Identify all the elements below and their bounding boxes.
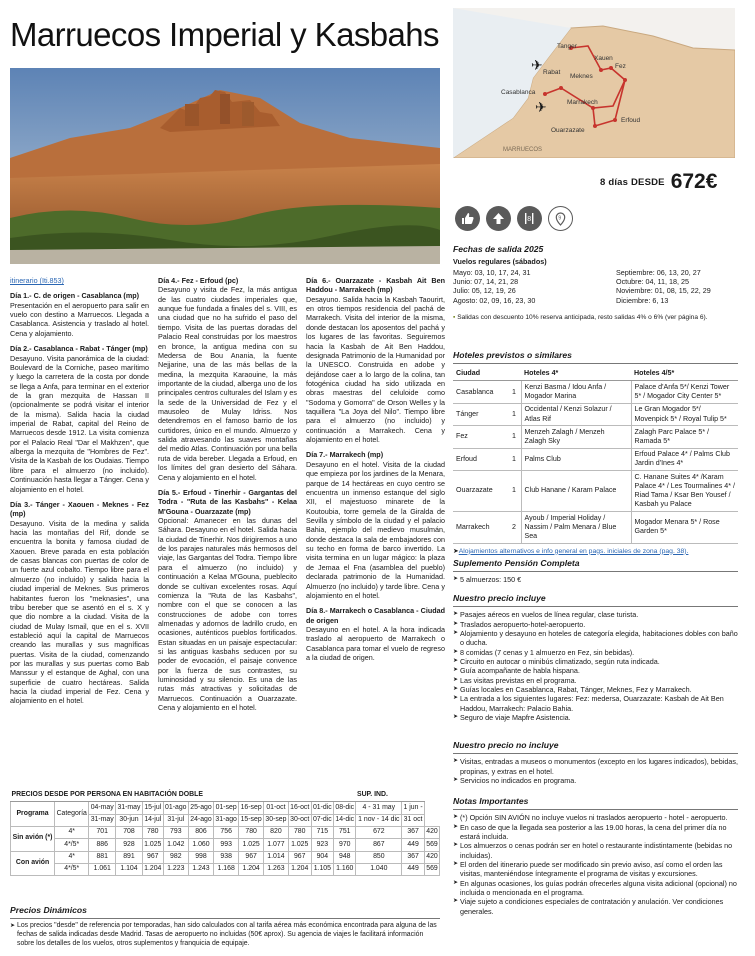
list-item: ➤ Pasajes aéreos en vuelos de línea regular, clase turista. [453, 610, 738, 619]
day-5: Día 5.- Erfoud - Tinerhir - Gargantas del Todra - "Ruta de las Kasbahs" - Kelaa M'Gouna - Ouarzazate (mp) Opcional: Amanecer en las dunas del Sáhara. Desayuno en el hotel. Salida hacia la ciudad de Tinerhir. Nos dirigiremos a uno de los parajes naturales más hermosos del viaje, las Gargantas del Todra. Tiempo libre para el almuerzo (no incluido) y continuación a Kelaa M'Gouna, pueblecito donde se cultivan excelentes rosas. Aquí comienza la "Ruta de las Kasbahs", nombre con el que se conocen a las construcciones de adobe con torres almenadas y adornos de ladrillo crudo, en ocasiones, auténticos pueblos fortificados. Estan situadas en un paisaje espectacular: si las antiguas kasbahs seducen por su poder de evocación, el paisaje convence por la fuerza de sus contrastes, su luminosidad y su silencio. Es una de las rutas más atractivas y solicitadas de Marruecos. Continuación a Ouarzazate. Cena y alojamiento en el hotel. [158, 487, 297, 713]
list-item: ➤ Guía acompañante de habla hispana. [453, 666, 738, 675]
list-item: ➤ Alojamiento y desayuno en hoteles de categoría elegida, habitaciones dobles con baño o ducha. [453, 629, 738, 648]
table-row: Erfoud 1 Palms Club Erfoud Palace 4* / Palms Club Jardin d'Ines 4* [453, 448, 738, 470]
list-item: ➤ Los almuerzos o cenas podrán ser en hotel o restaurante indistintamente (bebidas no incluidas). [453, 841, 738, 860]
table-row: Ouarzazate 1 Club Hanane / Karam Palace C. Hanane Suites 4* /Karam Palace 4* / Les Tourmalines 4* / Riad Tama / Ksar Ben Yousef / Kasbah yu Palace [453, 471, 738, 512]
list-item: ➤ En algunas ocasiones, los guías podrán ofrecerles alguna visita adicional (opcional) no incluida o mencionada en el programa. [453, 879, 738, 898]
day-3: Día 3.- Tánger - Xaouen - Meknes - Fez (mp) Desayuno. Visita de la medina y salida hacia las montañas del Rif, donde se encuentra la bonita y famosa ciudad de Xaouen. Breve parada en esta población de casas blancas con puertas de color de un fuerte azul cobalto. Tiempo libre para el almuerzo (no incluido) y salida hacia la ciudad imperial de Meknes. Sus primeros habitantes fueron los "meknasies", una tribu bereber que se asentó en el s. X y que dio nombre a la ciudad. Visita de la ciudad de Mulay Ismail, que en el s. XVII estableció aquí la capital de Marruecos creando las murallas y sus magníficas puertas. Visita de la ciudad, comenzando por las murallas y sus puertas como Bab Manssur y el estanque de Aghal, con una superficie de cuatro hectáreas. Salida hacia la ciudad imperial de Fez. Cena y alojamiento en el hotel. [10, 499, 149, 706]
supplement-title: Suplemento Pensión Completa [453, 558, 580, 568]
svg-text:✈: ✈ [531, 57, 543, 73]
list-item: ➤ Guías locales en Casablanca, Rabat, Tánger, Meknes, Fez y Marrakech. [453, 685, 738, 694]
map-city-tanger: Tanger [557, 43, 577, 50]
price-from [600, 168, 717, 195]
hotels-section [453, 350, 738, 557]
table-row: 4*/5* 1.061 1.104 1.204 1.223 1.243 1.168 1.204 1.263 1.204 1.105 1.160 1.040 449 569 [11, 864, 440, 876]
day-8: Día 8.- Marrakech o Casablanca - Ciudad de origen Desayuno en el hotel. A la hora indicada traslado al aeropuerto de Marrakech o Casablanca para tomar el vuelo de regreso a la ciudad de origen. [306, 606, 445, 663]
hotels-title: Hoteles previstos o similares [453, 350, 572, 360]
day-6: Día 6.- Ouarzazate - Kasbah Ait Ben Haddou - Marrakech (mp) Desayuno. Salida hacia la Kasbah Taourirt, en otros tiempos residencia del pachá de Marrakech. Visita del interior de la misma, donde destacan los aposentos del pachá y los lugares de las favoritas. Seguiremos hacia la Kasbah de Ait Ben Haddou, designada Patrimonio de la Humanidad por la UNESCO. Construida en adobe y dejándose caer a lo largo de la colina, tan fotogénica ciudad ha sido utilizada en obras maestras del celuloide como "Sodoma y Gomorra" de Orson Welles y la taquillera "La Joya del Nilo". Tiempo libre para el almuerzo (no incluido) y continuación a Marrakech. Cena y alojamiento en el hotel. [306, 276, 445, 445]
feature-icons [455, 206, 573, 231]
map-city-ouarzazate: Ouarzazate [551, 127, 585, 134]
dynamic-prices-text: ➤ Los precios "desde" de referencia por temporadas, han sido calculados con al tarifa aérea más económica encontrada para alguna de las fechas de salida indicadas desde Madrid. Tasas de aeropuerto no incluidas (50€ aprox). Su agencia de viajes le facilitará información sobre los detalles de los vuelos, otros suplementos y franquicia de equipaje. [10, 922, 440, 949]
table-row: Casablanca 1 Kenzi Basma / Idou Anfa / Mogador Marina Palace d'Anfa 5*/ Kenzi Tower 5* / Mogador City Center 5* [453, 381, 738, 403]
departures-subtitle: Vuelos regulares (sábados) [453, 257, 547, 267]
day-2: Día 2.- Casablanca - Rabat - Tánger (mp) Desayuno. Visita panorámica de la ciudad: Boulevard de la Corniche, paseo marítimo y luego la carretera de la costa por donde se llega a Anfa, para terminar en el exterior de la gran mezquita de Hassan II (opcionalmente se podrá visitar el interior de la misma). Salida hacia la ciudad imperial de Rabat, capital del Reino de Marruecos desde 1912. La visita comienza por el Palacio Real "Dar el Makhzen", que alberga la mezquita de "Hombres de Fez". Visita de la Kasbah de los Oudaias. Tiempo libre para el almuerzo (no incluido). Continuación hasta llegar a Tánger. Cena y alojamiento en el hotel. [10, 344, 149, 494]
hotels-table: Ciudad Hoteles 4* Hoteles 4/5* Casablanca 1 Kenzi Basma / Idou Anfa / Mogador Marina Palace d'Anfa 5*/ Kenzi Tower 5* / Mogador City Center 5* Tánger 1 Occidental / Kenzi Solazur / Atlas Rif Le Gran Mogador 5*/ Movenpick 5* / Royal Tulip 5* Fez 1 Menzeh Zalagh / Menzeh Zalagh Sky Zalagh Parc Palace 5* / Ramada 5* Erfoud 1 Palms Club Erfoud Palace 4* / Palms Club Jardin d'Ines 4* Ouarzazate 1 Club Hanane / Karam Palace C. Hanane Suites 4* /Karam Palace 4* / Les Tourmalines 4* / Riad Tama / Ksar Ben Yousef / Kasbah yu Palace Marrakech 2 Ayoub / Imperial Holiday / Nassim / Palm Menara / Blue Sea Mogador Menara 5* / Rose Garden 5* [453, 367, 738, 544]
list-item: ➤ En caso de que la llegada sea posterior a las 19.00 horas, la cena del primer día no estará incluida. [453, 823, 738, 842]
price-label: 8 días DESDE [600, 177, 665, 188]
alt-accommodation-link[interactable]: Alojamientos alternativos e info general en pags. iniciales de zona (pag. 38). [458, 547, 689, 555]
itinerary-col-1 [10, 276, 149, 712]
supplement-section [453, 558, 738, 585]
notes-section [453, 796, 738, 916]
table-row: Sin avión (*) 4* 701 708 780 793 806 756 780 820 780 715 751 672 367 420 [11, 827, 440, 839]
list-item: ➤ El orden del itinerario puede ser modificado sin previo aviso, así como el orden las visitas, manteniéndose íntegramente el programa de visitas y excursiones. [453, 860, 738, 879]
price-value: 672€ [670, 170, 718, 193]
map-city-casablanca: Casablanca [501, 89, 536, 96]
table-row: 4*/5* 886 928 1.025 1.042 1.060 993 1.025 1.077 1.025 923 970 867 449 569 [11, 839, 440, 851]
list-item: ➤ Visitas, entradas a museos o monumentos (excepto en los lugares indicados), bebidas, propinas, y extras en el hotel. [453, 757, 738, 776]
list-item: ➤ Circuito en autocar o minibús climatizado, según ruta indicada. [453, 657, 738, 666]
list-item: ➤ Traslados aeropuerto-hotel-aeropuerto. [453, 620, 738, 629]
svg-text:8: 8 [526, 216, 531, 223]
list-item: ➤ Viaje sujeto a condiciones especiales de contratación y anulación. Ver condiciones generales. [453, 897, 738, 916]
price-table-title: PRECIOS DESDE POR PERSONA EN HABITACIÓN DOBLE [11, 790, 356, 802]
day-1: Día 1.- C. de origen - Casablanca (mp) Presentación en el aeropuerto para salir en vuelo con destino a Marruecos. Llegada a Casablanca. Asistencia y traslado al hotel. Cena y alojamiento. [10, 291, 149, 338]
svg-text:9: 9 [558, 215, 562, 221]
sup-ind-title: SUP. IND. [356, 790, 425, 802]
dynamic-prices-section [10, 905, 440, 949]
includes-title: Nuestro precio incluye [453, 593, 546, 603]
excludes-section [453, 740, 738, 785]
map-country-label: MARRUECOS [503, 147, 543, 153]
table-row: Tánger 1 Occidental / Kenzi Solazur / Atlas Rif Le Gran Mogador 5*/ Movenpick 5* / Royal Tulip 5* [453, 403, 738, 425]
map-city-xauen: Xauen [594, 55, 613, 62]
list-item: ➤ La entrada a los siguientes lugares: Fez: medersa, Ouarzazate: Kasbah de Ait Ben Haddou, Marrakech: Palacio Bahia. [453, 694, 738, 713]
list-item: ➤ (*) Opción SIN AVIÓN no incluye vuelos ni traslados aeropuerto - hotel - aeropuerto. [453, 813, 738, 822]
dynamic-prices-title: Precios Dinámicos [10, 905, 87, 915]
meals-icon [517, 206, 542, 231]
day-7: Día 7.- Marrakech (mp) Desayuno en el hotel. Visita de la ciudad que empieza por los jardines de la Menara, parque de 14 hectáreas en cuyo centro se encuentra un inmenso estanque del siglo XII, el majestuoso minarete de la Koutoubia, torre gemela de la Giralda de Sevilla y símbolo de la ciudad y el palacio Bahia, ejemplo del medievo musulmán, donde destaca la sala de embajadores con su techo en forma de barco invertido. La visita termina en un lugar mágico: la plaza de Jemaa el Fna (asamblea del pueblo) declarada patrimonio de la Humanidad. Almuerzo (no incluido) y tarde libre. Cena y alojamiento en el hotel. [306, 450, 445, 600]
departures-section [453, 244, 738, 323]
day-4: Día 4.- Fez - Erfoud (pc) Desayuno y visita de Fez, la más antigua de las cuatro ciudades imperiales que, aunque fue fundada a finales del s. VIII, es una ciudad que no ha sufrido el paso del tiempo. Visita de las puertas doradas del Palacio Real construidas por los maestros en bronce, la antigua medina con su Medersa de Bou Anania, la fuente Nejjarine, una de las más bellas de la medina, la mezquita Karaouine, la más importante de la ciudad, alberga uno de los principales centros culturales del Islam y es la sede de la Universidad de Fez y el mausoleo de Mulay Idriss. Nos detendremos en el famoso barrio de los curtidores, único en el mundo. Almuerzo y salida atravesando las suaves montañas del medio Atlas. Continuación por una bella ruta de vida bereber. Llegada a Erfoud, en los límites del gran desierto del Sáhara. Cena y alojamiento en el hotel. [158, 276, 297, 482]
itinerary-col-2 [158, 276, 297, 719]
excludes-title: Nuestro precio no incluye [453, 740, 559, 750]
page-title: Marruecos Imperial y Kasbahs [10, 16, 439, 53]
map-city-marrakech: Marrakech [567, 99, 598, 106]
map-city-fez: Fez [615, 63, 626, 70]
notes-title: Notas Importantes [453, 796, 529, 806]
departures-title: Fechas de salida 2025 [453, 244, 544, 254]
itinerary-code-link[interactable]: itinerario (Iti.853) [10, 276, 64, 285]
map-city-erfoud: Erfoud [621, 117, 641, 124]
departures-note: ▪ Salidas con descuento 10% reserva anticipada, resto salidas 4% o 6% (ver página 6). [453, 313, 708, 321]
price-table: PRECIOS DESDE POR PERSONA EN HABITACIÓN DOBLE SUP. IND. Programa Categoría 04-may 31-may 15-jul 01-ago 25-ago 01-sep 16-sep 01-oct 16-oct 01-dic 08-dic 4 - 31 may 1 jun - 31-may 30-jun 14-jul 31-jul 24-ago 31-ago 15-sep 30-sep 30-oct 07-dic 14-dic 1 nov - 14 dic 31 oct Sin avión (*) 4* 701 708 780 793 806 756 780 820 780 715 751 672 367 420 4*/5* 886 928 1.025 1.042 1.060 993 1.025 1.077 1.025 923 970 867 449 569 Con avión 4* 881 891 967 982 998 938 967 1.014 967 904 948 850 367 420 4*/5* 1.061 1.104 1.204 1.223 1.243 1.168 1.204 1.263 1.204 1.105 1.160 1.040 449 569 [10, 790, 440, 876]
includes-section [453, 593, 738, 722]
location-pin-icon [548, 206, 573, 231]
list-item: ➤ Servicios no indicados en programa. [453, 776, 738, 785]
table-row: Marrakech 2 Ayoub / Imperial Holiday / Nassim / Palm Menara / Blue Sea Mogador Menara 5* / Rose Garden 5* [453, 512, 738, 544]
table-row: Fez 1 Menzeh Zalagh / Menzeh Zalagh Sky Zalagh Parc Palace 5* / Ramada 5* [453, 426, 738, 448]
departures-right: Septiembre: 06, 13, 20, 27 Octubre: 04, 11, 18, 25 Noviembre: 01, 08, 15, 22, 29 Diciembre: 6, 13 [616, 267, 711, 305]
list-item: ➤ Las visitas previstas en el programa. [453, 676, 738, 685]
map-city-rabat: Rabat [543, 69, 561, 76]
route-map [453, 8, 735, 158]
kasbah-photo [10, 68, 440, 264]
list-item: ➤ Seguro de viaje Mapfre Asistencia. [453, 713, 738, 722]
arrow-up-icon [486, 206, 511, 231]
thumbs-up-icon [455, 206, 480, 231]
list-item: ➤ 8 comidas (7 cenas y 1 almuerzo en Fez, sin bebidas). [453, 648, 738, 657]
departures-left: Mayo: 03, 10, 17, 24, 31 Junio: 07, 14, 21, 28 Julio: 05, 12, 19, 26 Agosto: 02, 09, 16, 23, 30 [453, 267, 536, 305]
supplement-item: ➤ 5 almuerzos: 150 € [453, 575, 738, 584]
table-row: Con avión 4* 881 891 967 982 998 938 967 1.014 967 904 948 850 367 420 [11, 851, 440, 863]
itinerary-col-3 [306, 276, 445, 668]
hotels-alt: ➤Alojamientos alternativos e info general en pags. iniciales de zona (pag. 38). [453, 547, 689, 555]
map-city-meknes: Meknes [570, 73, 593, 80]
svg-text:✈: ✈ [535, 99, 547, 115]
